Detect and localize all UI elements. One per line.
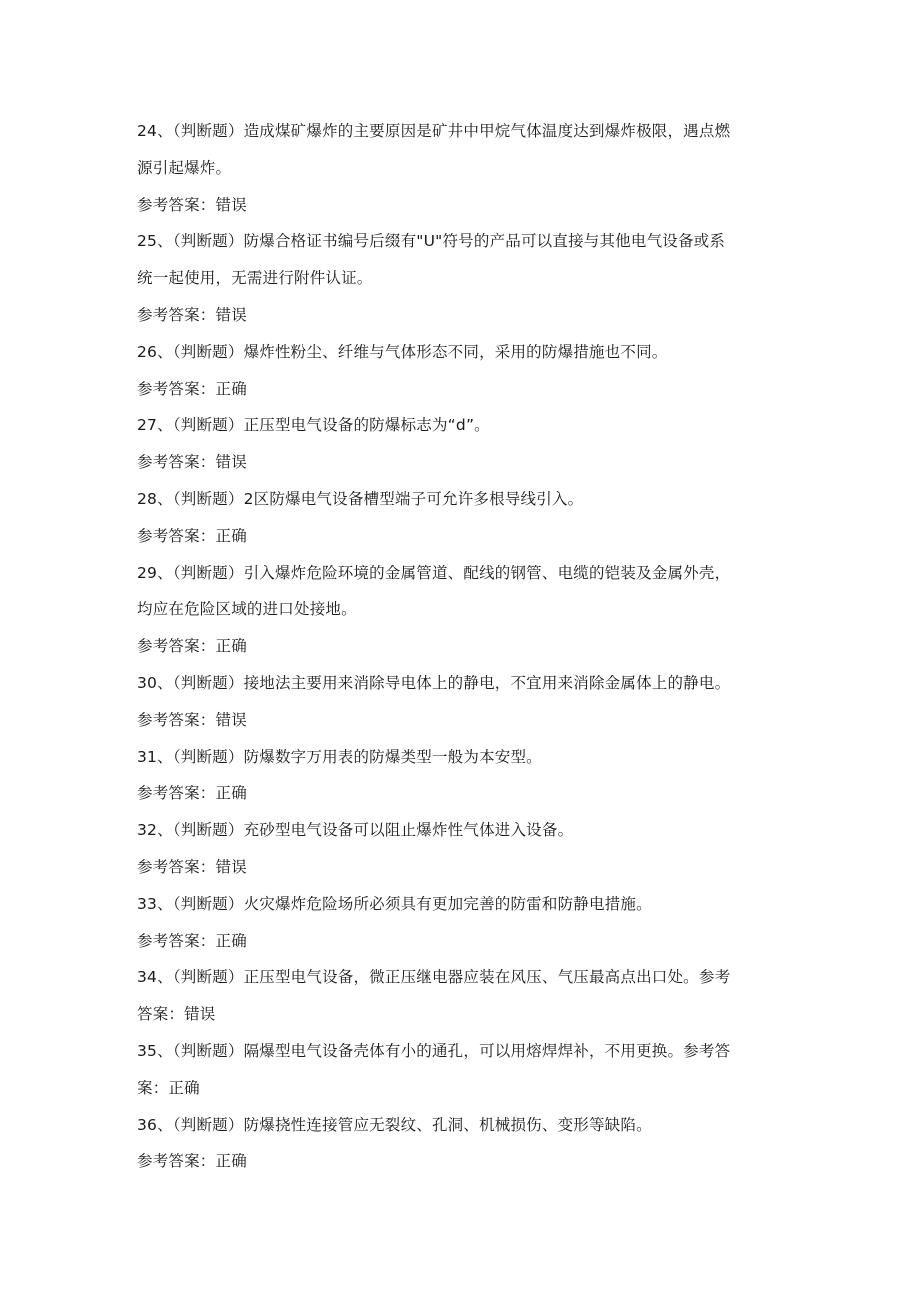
q27-line-1: 27、（判断题）正压型电气设备的防爆标志为“d”。 bbox=[137, 416, 490, 435]
q25-line-2: 统一起使用，无需进行附件认证。 bbox=[137, 269, 373, 288]
q28-answer: 参考答案：正确 bbox=[137, 526, 247, 545]
q35-line-1: 35、（判断题）隔爆型电气设备壳体有小的通孔，可以用熔焊焊补，不用更换。参考答 bbox=[137, 1041, 731, 1060]
q26-answer: 参考答案：正确 bbox=[137, 379, 247, 398]
q27-answer: 参考答案：错误 bbox=[137, 453, 247, 472]
q31-answer: 参考答案：正确 bbox=[137, 784, 247, 803]
q32-line-1: 32、（判断题）充砂型电气设备可以阻止爆炸性气体进入设备。 bbox=[137, 821, 574, 840]
q29-line-1: 29、（判断题）引入爆炸危险环境的金属管道、配线的钢管、电缆的铠装及金属外壳， bbox=[137, 563, 731, 582]
q33-line-1: 33、（判断题）火灾爆炸危险场所必须具有更加完善的防雷和防静电措施。 bbox=[137, 894, 652, 913]
q36-answer: 参考答案：正确 bbox=[137, 1152, 247, 1171]
q29-line-2: 均应在危险区域的进口处接地。 bbox=[137, 600, 357, 619]
q30-answer: 参考答案：错误 bbox=[137, 710, 247, 729]
q34-line-1: 34、（判断题）正压型电气设备，微正压继电器应装在风压、气压最高点出口处。参考 bbox=[137, 968, 731, 987]
q36-line-1: 36、（判断题）防爆挠性连接管应无裂纹、孔洞、机械损伤、变形等缺陷。 bbox=[137, 1115, 652, 1134]
q28-line-1: 28、（判断题）2区防爆电气设备槽型端子可允许多根导线引入。 bbox=[137, 489, 584, 508]
q35-line-2: 案：正确 bbox=[137, 1078, 200, 1097]
q24-answer: 参考答案：错误 bbox=[137, 195, 247, 214]
q34-line-2: 答案：错误 bbox=[137, 1005, 216, 1024]
q25-line-1: 25、（判断题）防爆合格证书编号后缀有"U"符号的产品可以直接与其他电气设备或系 bbox=[137, 232, 726, 251]
q32-answer: 参考答案：错误 bbox=[137, 857, 247, 876]
q29-answer: 参考答案：正确 bbox=[137, 637, 247, 656]
q24-line-2: 源引起爆炸。 bbox=[137, 158, 232, 177]
document-page bbox=[137, 113, 787, 1180]
q25-answer: 参考答案：错误 bbox=[137, 305, 247, 324]
q24-line-1: 24、（判断题）造成煤矿爆炸的主要原因是矿井中甲烷气体温度达到爆炸极限，遇点燃 bbox=[137, 122, 731, 140]
q31-line-1: 31、（判断题）防爆数字万用表的防爆类型一般为本安型。 bbox=[137, 747, 542, 766]
q30-line-1: 30、（判断题）接地法主要用来消除导电体上的静电，不宜用来消除金属体上的静电。 bbox=[137, 673, 731, 692]
q26-line-1: 26、（判断题）爆炸性粉尘、纤维与气体形态不同，采用的防爆措施也不同。 bbox=[137, 342, 668, 361]
q33-answer: 参考答案：正确 bbox=[137, 931, 247, 950]
